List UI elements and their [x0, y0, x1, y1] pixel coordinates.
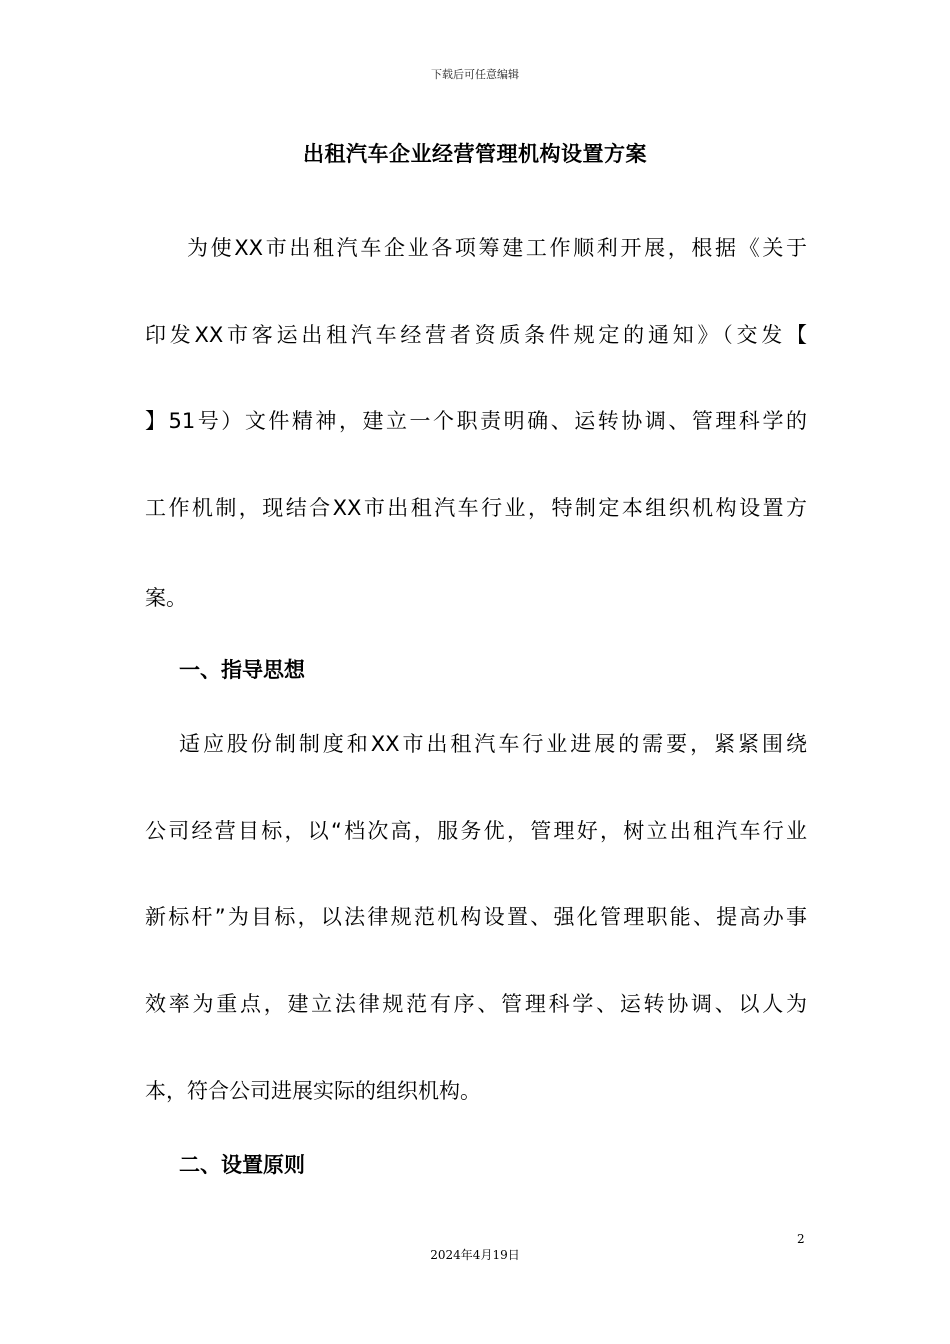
intro-line-4: 工作机制，现结合XX市出租汽车行业，特制定本组织机构设置方: [145, 496, 807, 520]
section1-line-4: 效率为重点，建立法律规范有序、管理科学、运转协调、以人为: [145, 992, 807, 1016]
intro-line-1: 为使XX市出租汽车企业各项筹建工作顺利开展，根据《关于: [187, 236, 807, 260]
footer-date: 2024年4月19日: [430, 1248, 520, 1262]
page-number: 2: [797, 1232, 805, 1246]
section-heading-guiding-thought: 一、指导思想: [179, 658, 305, 682]
intro-line-3: 】51号）文件精神，建立一个职责明确、运转协调、管理科学的: [145, 409, 807, 433]
document-title: 出租汽车企业经营管理机构设置方案: [303, 142, 647, 166]
section1-line-1: 适应股份制制度和XX市出租汽车行业进展的需要，紧紧围绕: [179, 732, 807, 756]
section1-line-2: 公司经营目标，以“档次高，服务优，管理好，树立出租汽车行业: [145, 819, 807, 843]
page-header-note: 下载后可任意编辑: [431, 68, 519, 81]
intro-line-5: 案。: [145, 586, 187, 610]
section-heading-setup-principles: 二、设置原则: [179, 1153, 305, 1177]
section1-line-5: 本，符合公司进展实际的组织机构。: [145, 1079, 481, 1103]
section1-line-3: 新标杆”为目标，以法律规范机构设置、强化管理职能、提高办事: [145, 905, 807, 929]
intro-line-2: 印发XX市客运出租汽车经营者资质条件规定的通知》（交发【: [145, 323, 807, 347]
